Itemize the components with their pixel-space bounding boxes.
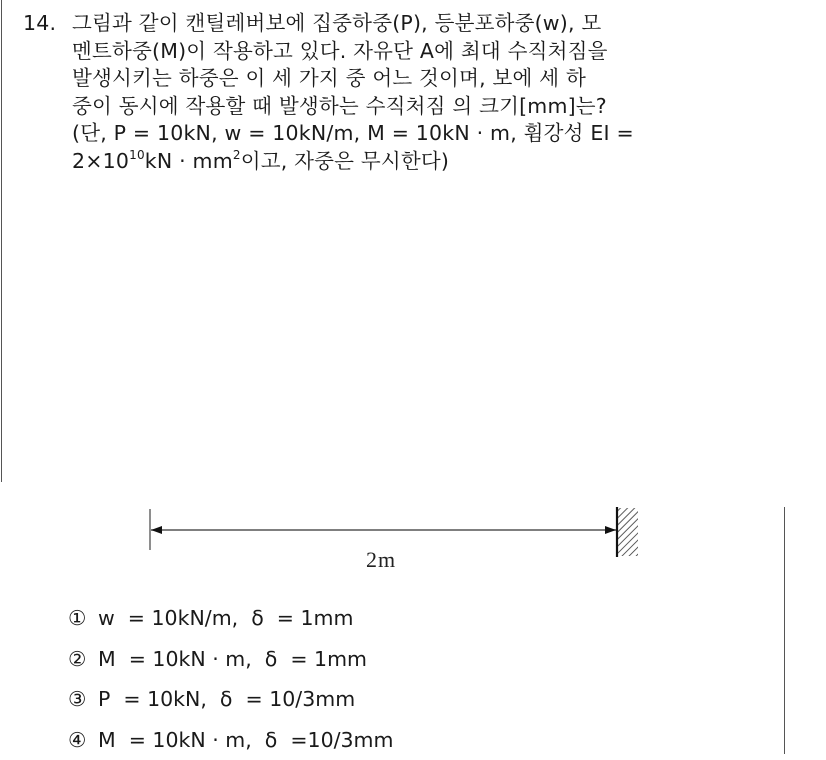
question-line-6: [23, 148, 813, 176]
ei-exponent: 10: [129, 148, 145, 162]
answer-choices: [68, 598, 394, 760]
choice-3-number: ③: [68, 679, 98, 720]
ei-unit-exponent: 2: [233, 148, 241, 162]
choice-1[interactable]: [68, 598, 394, 639]
left-arrowhead: [151, 526, 162, 534]
ei-unit: kN · mm: [145, 149, 233, 173]
right-arrowhead: [605, 526, 616, 534]
cantilever-diagram: [140, 500, 650, 580]
choice-4-number: ④: [68, 720, 98, 760]
fixed-wall-hatch: [618, 508, 638, 556]
ei-suffix: 이고, 자중은 무시한다): [241, 149, 449, 173]
choice-2-number: ②: [68, 639, 98, 680]
choice-3-text: P = 10kN, δ = 10/3mm: [98, 687, 355, 711]
question-line-5: (단, P = 10kN, w = 10kN/m, M = 10kN · m, 휨강성 EI =: [23, 120, 813, 148]
left-border-line: [1, 0, 2, 482]
ei-prefix: 2×10: [72, 149, 129, 173]
choice-2-text: M = 10kN · m, δ = 1mm: [98, 647, 367, 671]
choice-2[interactable]: [68, 639, 394, 680]
question-block: [23, 10, 813, 176]
right-border-line: [784, 507, 785, 754]
question-line-1: [23, 10, 813, 38]
choice-4-text: M = 10kN · m, δ =10/3mm: [98, 728, 394, 752]
choice-1-number: ①: [68, 598, 98, 639]
choice-3[interactable]: [68, 679, 394, 720]
question-text-1: 그림과 같이 캔틸레버보에 집중하중(P), 등분포하중(w), 모: [72, 11, 601, 35]
question-line-2: 멘트하중(M)이 작용하고 있다. 자유단 A에 최대 수직처짐을: [23, 38, 813, 66]
question-number: 14.: [23, 10, 72, 38]
question-line-3: 발생시키는 하중은 이 세 가지 중 어느 것이며, 보에 세 하: [23, 65, 813, 93]
choice-1-text: w = 10kN/m, δ = 1mm: [98, 606, 353, 630]
question-line-4: 중이 동시에 작용할 때 발생하는 수직처짐 의 크기[mm]는?: [23, 93, 813, 121]
span-length-label: 2m: [366, 547, 396, 573]
